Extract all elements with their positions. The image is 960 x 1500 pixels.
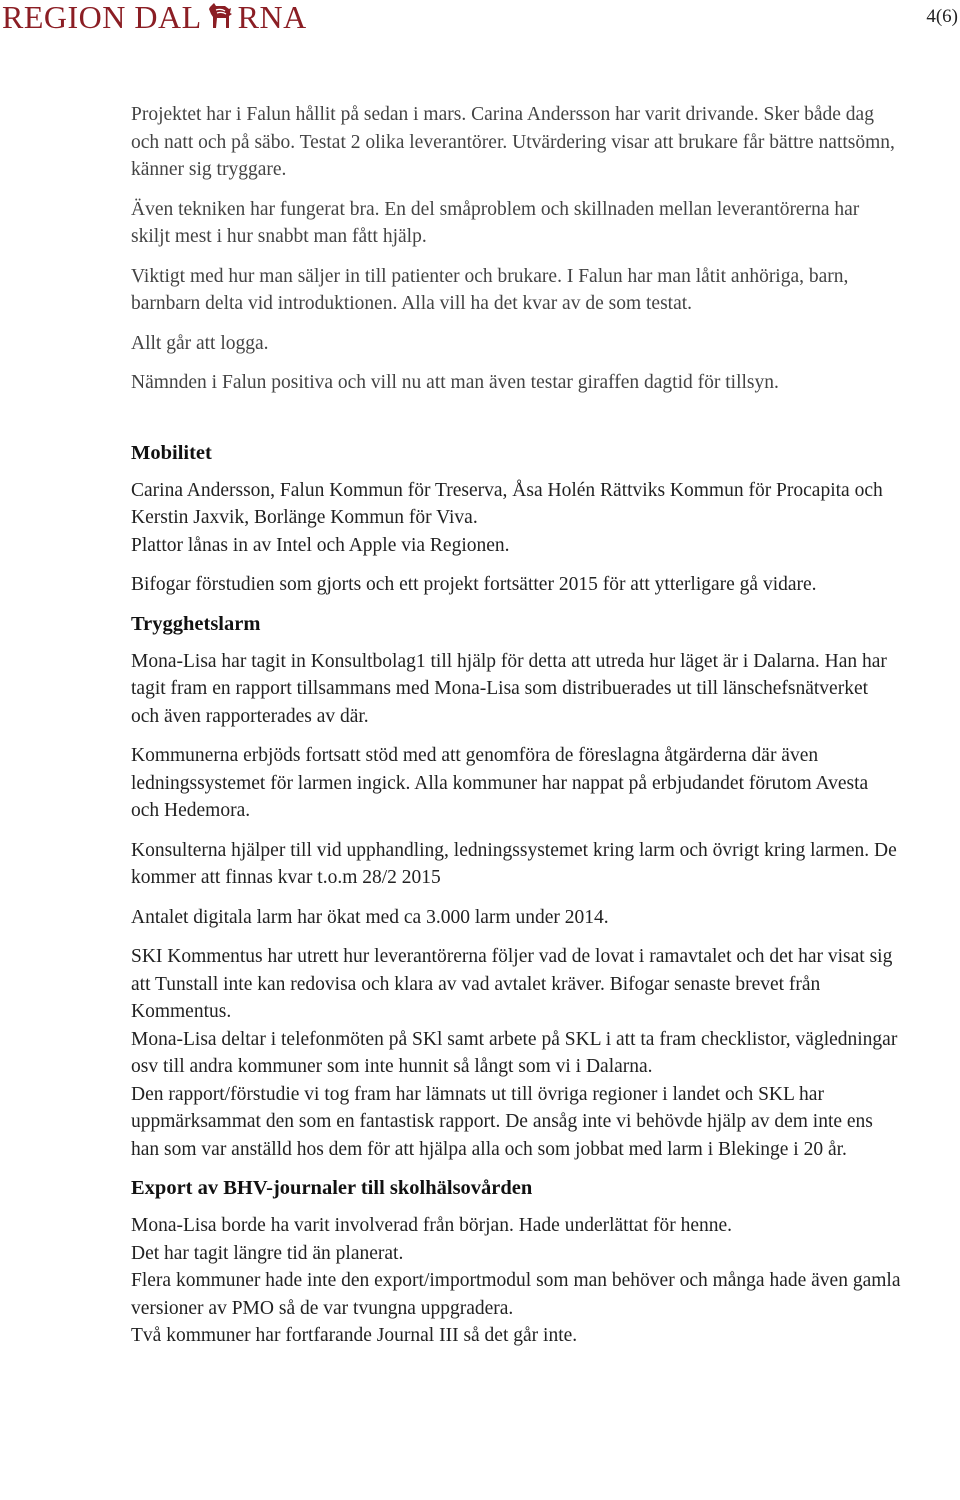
section-heading-trygghetslarm: Trygghetslarm bbox=[131, 612, 261, 635]
logo-text-right: RNA bbox=[237, 0, 307, 35]
mobilitet-paragraph-1b: Plattor lånas in av Intel och Apple via Regionen. bbox=[131, 534, 510, 556]
trygghetslarm-paragraph-2: Kommunerna erbjöds fortsatt stöd med att genomföra de föreslagna åtgärderna där även ledningssystemet för larmen ingick. Alla kommuner har nappat på erbjudandet förutom Avesta och Hedemora. bbox=[131, 745, 869, 821]
export-paragraph-1a: Mona-Lisa borde ha varit involverad från början. Hade underlättat för henne. bbox=[131, 1215, 733, 1236]
export-paragraph-1b: Det har tagit längre tid än planerat. bbox=[131, 1242, 404, 1264]
intro-paragraph-5: Nämnden i Falun positiva och vill nu att man även testar giraffen dagtid för tillsyn. bbox=[131, 372, 779, 393]
page-header bbox=[0, 0, 960, 40]
intro-paragraph-1: Projektet har i Falun hållit på sedan i mars. Carina Andersson har varit drivande. Sker både dag och natt och på säbo. Testat 2 olika leverantörer. Utvärdering visar att brukare får bättre nattsömn, känner sig tryggare. bbox=[131, 104, 895, 180]
mobilitet-paragraph-2: Bifogar förstudien som gjorts och ett projekt fortsätter 2015 för att ytterligare gå vidare. bbox=[131, 574, 817, 595]
document-body bbox=[131, 101, 901, 1350]
export-paragraph-1d: Två kommuner har fortfarande Journal III så det går inte. bbox=[131, 1325, 578, 1346]
intro-paragraph-2: Även tekniken har fungerat bra. En del småproblem och skillnaden mellan leverantörerna har skiljt mest i hur snabbt man fått hjälp. bbox=[131, 198, 860, 247]
section-heading-export: Export av BHV-journaler till skolhälsovården bbox=[131, 1177, 533, 1199]
trygghetslarm-paragraph-4: Antalet digitala larm har ökat med ca 3.000 larm under 2014. bbox=[131, 906, 609, 928]
trygghetslarm-paragraph-1: Mona-Lisa har tagit in Konsultbolag1 till hjälp för detta att utreda hur läget är i Dalarna. Han har tagit fram en rapport tillsammans med Mona-Lisa som distribuerades ut till länschefsnätverket och även rapporterades av där. bbox=[131, 650, 887, 727]
trygghetslarm-paragraph-5b: Mona-Lisa deltar i telefonmöten på SKl samt arbete på SKL i att ta fram checklistor, vägledningar osv till andra kommuner som inte hunnit så långt som vi i Dalarna. bbox=[131, 1028, 898, 1077]
section-spacer bbox=[131, 397, 901, 440]
section-heading-mobilitet: Mobilitet bbox=[131, 441, 212, 464]
intro-paragraph-3: Viktigt med hur man säljer in till patienter och brukare. I Falun har man låtit anhöriga, barn, barnbarn delta vid introduktionen. Alla vill ha det kvar av de som testat. bbox=[131, 265, 849, 314]
logo-text-left: REGION DAL bbox=[2, 0, 202, 35]
trygghetslarm-paragraph-3: Konsulterna hjälper till vid upphandling, ledningssystemet kring larm och övrigt kring larmen. De kommer att finnas kvar t.o.m 28/2 2015 bbox=[131, 839, 897, 888]
dala-horse-icon bbox=[203, 1, 237, 31]
page-number: 4(6) bbox=[926, 6, 958, 27]
trygghetslarm-paragraph-5c: Den rapport/förstudie vi tog fram har lämnats ut till övriga regioner i landet och SKL har uppmärksammat den som en fantastisk rapport. De ansåg inte vi behövde hjälp av dem inte ens han som var anställd hos dem för att hjälpa alla och som jobbat med larm i Blekinge i 20 år. bbox=[131, 1083, 873, 1160]
mobilitet-paragraph-1a: Carina Andersson, Falun Kommun för Treserva, Åsa Holén Rättviks Kommun för Procapita och Kerstin Jaxvik, Borlänge Kommun för Viva. bbox=[131, 479, 883, 528]
intro-paragraph-4: Allt går att logga. bbox=[131, 332, 269, 354]
export-paragraph-1c: Flera kommuner hade inte den export/importmodul som man behöver och många hade även gamla versioner av PMO så de var tvungna uppgradera. bbox=[131, 1270, 901, 1319]
trygghetslarm-paragraph-5a: SKI Kommentus har utrett hur leverantörerna följer vad de lovat i ramavtalet och det har visat sig att Tunstall inte kan redovisa och klara av vad avtalet kräver. Bifogar senaste brevet från Kommentus. bbox=[131, 946, 893, 1022]
region-dalarna-logo bbox=[2, 0, 307, 34]
